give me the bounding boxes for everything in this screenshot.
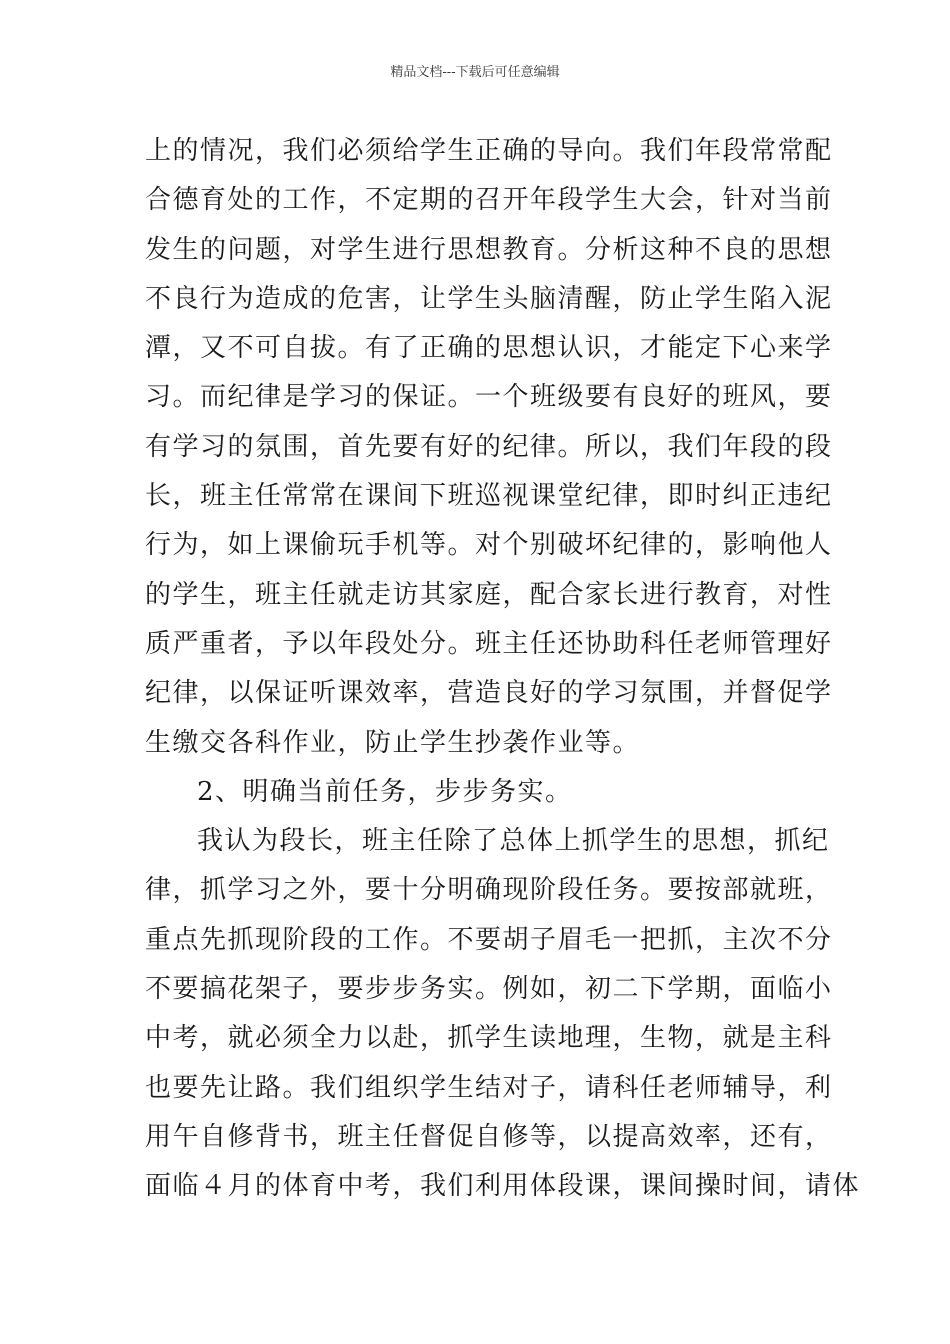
text-line: 中考，就必须全力以赴，抓学生读地理，生物，就是主科 <box>145 1023 833 1054</box>
text-line: 不良行为造成的危害，让学生头脑清醒，防止学生陷入泥 <box>145 283 833 314</box>
text-line: 纪律，以保证听课效率，营造良好的学习氛围，并督促学 <box>145 678 833 709</box>
text-line: 不要搞花架子，要步步务实。例如，初二下学期，面临小 <box>145 974 833 1005</box>
text-line: 行为，如上课偷玩手机等。对个别破坏纪律的，影响他人 <box>145 530 833 561</box>
text-line: 的学生，班主任就走访其家庭，配合家长进行教育，对性 <box>145 579 833 610</box>
text-line: 上的情况，我们必须给学生正确的导向。我们年段常常配 <box>145 136 833 166</box>
text-line: 合德育处的工作，不定期的召开年段学生大会，针对当前 <box>145 185 833 216</box>
section-heading: 2、明确当前任务，步步务实。 <box>197 776 573 807</box>
text-line: 面临４月的体育中考，我们利用体段课，课间操时间，请体 <box>145 1171 861 1202</box>
document-body <box>145 127 861 1212</box>
text-line: 律，抓学习之外，要十分明确现阶段任务。要按部就班， <box>145 875 833 906</box>
text-line: 潭，又不可自拔。有了正确的思想认识，才能定下心来学 <box>145 333 833 364</box>
text-line: 也要先让路。我们组织学生结对子，请科任老师辅导，利 <box>145 1072 833 1103</box>
text-line: 质严重者，予以年段处分。班主任还协助科任老师管理好 <box>145 628 833 659</box>
text-line: 重点先抓现阶段的工作。不要胡子眉毛一把抓，主次不分 <box>145 924 833 955</box>
paragraph-start-line: 我认为段长，班主任除了总体上抓学生的思想，抓纪 <box>197 826 830 857</box>
text-line: 有学习的氛围，首先要有好的纪律。所以，我们年段的段 <box>145 431 833 462</box>
text-line: 生缴交各科作业，防止学生抄袭作业等。 <box>145 727 641 758</box>
text-line: 用午自修背书，班主任督促自修等，以提高效率，还有， <box>145 1121 833 1152</box>
text-line: 发生的问题，对学生进行思想教育。分析这种不良的思想 <box>145 234 833 265</box>
text-line: 习。而纪律是学习的保证。一个班级要有良好的班风，要 <box>145 382 833 413</box>
page-header: 精品文档---下载后可任意编辑 <box>390 65 560 80</box>
text-line: 长，班主任常常在课间下班巡视课堂纪律，即时纠正违纪 <box>145 481 833 512</box>
